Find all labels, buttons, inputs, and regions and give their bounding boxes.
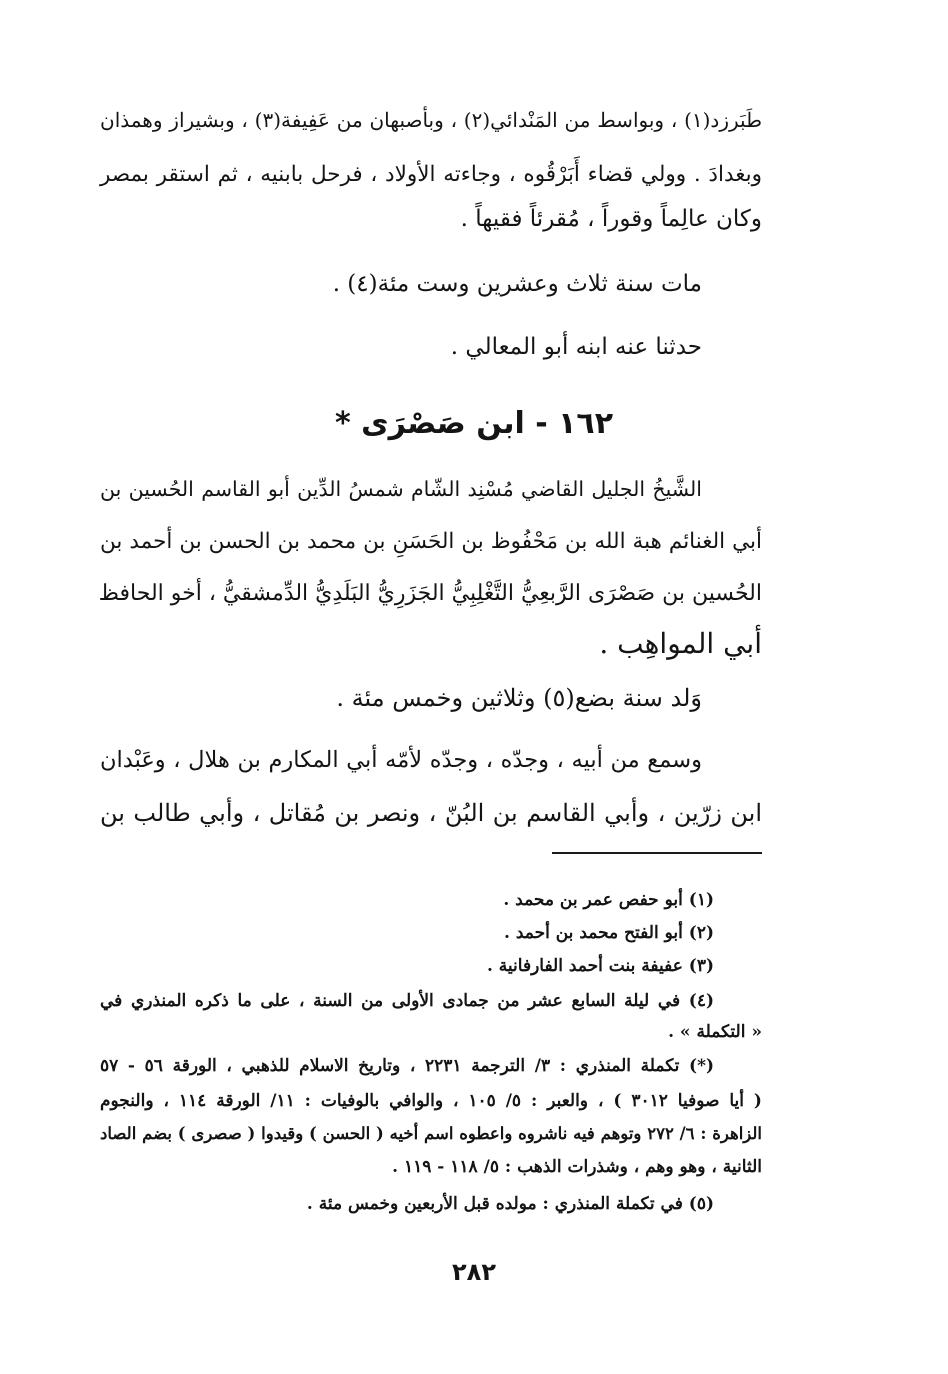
footnote-4-continuation: « التكملة » .	[668, 1022, 762, 1042]
narrated-line: حدثنا عنه ابنه أبو المعالي .	[450, 334, 702, 360]
text-line: وكان عالِماً وقوراً ، مُقرئاً فقيهاً .	[460, 206, 762, 232]
text-line: وبغدادَ . وولي قضاء أَبَرْقُوه ، وجاءته الأولاد ، فرحل بابنيه ، ثم استقر بمصر	[100, 162, 762, 187]
text-line: أبي المواهِب .	[599, 627, 762, 660]
page-number: ٢٨٢	[452, 1258, 496, 1286]
footnote-1: (١) أبو حفص عمر بن محمد .	[503, 890, 714, 910]
born-line: وَلد سنة بضع(٥) وثلاثين وخمس مئة .	[336, 684, 702, 712]
footnote-5: (٥) في تكملة المنذري : مولده قبل الأربعين وخمس مئة .	[306, 1194, 714, 1214]
footnote-star: (*) تكملة المنذري : ٣/ الترجمة ٢٢٣١ ، وتاريخ الاسلام للذهبي ، الورقة ٥٦ - ٥٧	[100, 1056, 714, 1076]
text-line: الحُسين بن صَصْرَى الرَّبعِيُّ التَّغْلِبِيُّ الجَزَرِيُّ البَلَدِيُّ الدِّمشقيُّ ، أخو الحافظ	[98, 581, 762, 606]
text-line: وسمع من أبيه ، وجدّه ، وجدّه لأمّه أبي المكارم بن هلال ، وعَبْدان	[100, 747, 702, 773]
text-line: أبي الغنائم هبة الله بن مَحْفُوظ بن الحَسَنِ بن محمد بن الحسن بن أحمد بن	[100, 529, 762, 554]
footnote-star-continuation: ( أيا صوفيا ٣٠١٢ ) ، والعبر : ٥/ ١٠٥ ، والوافي بالوفيات : ١١/ الورقة ١١٤ ، والنجوم	[100, 1091, 762, 1111]
footnote-3: (٣) عفيفة بنت أحمد الفارفانية .	[486, 956, 714, 976]
text-line: طَبَرزد(١) ، وبواسط من المَنْدائي(٢) ، وبأصبهان من عَفِيفة(٣) ، وبشيراز وهمذان	[100, 108, 762, 132]
text-line: الشَّيخُ الجليل القاضي مُسْنِد الشّام شمسُ الدِّين أبو القاسم الحُسين بن	[100, 477, 702, 501]
footnote-star-continuation: الزاهرة : ٦/ ٢٧٢ وتوهم فيه ناشروه واعطوه اسم أخيه ( الحسن ) وقيدوا ( صصرى ) بضم الصاد	[100, 1124, 762, 1143]
footnote-star-continuation: الثانية ، وهو وهم ، وشذرات الذهب : ٥/ ١١٨ - ١١٩ .	[392, 1157, 762, 1177]
death-line: مات سنة ثلاث وعشرين وست مئة(٤) .	[332, 271, 702, 297]
footnote-separator	[552, 852, 762, 854]
text-line: ابن زرّين ، وأبي القاسم بن البُنّ ، ونصر بن مُقاتل ، وأبي طالب بن	[100, 799, 762, 827]
footnote-2: (٢) أبو الفتح محمد بن أحمد .	[504, 923, 714, 943]
footnote-4: (٤) في ليلة السابع عشر من جمادى الأولى من السنة ، على ما ذكره المنذري في	[100, 991, 714, 1011]
entry-heading: ١٦٢ - ابن صَصْرَى *	[334, 406, 614, 441]
